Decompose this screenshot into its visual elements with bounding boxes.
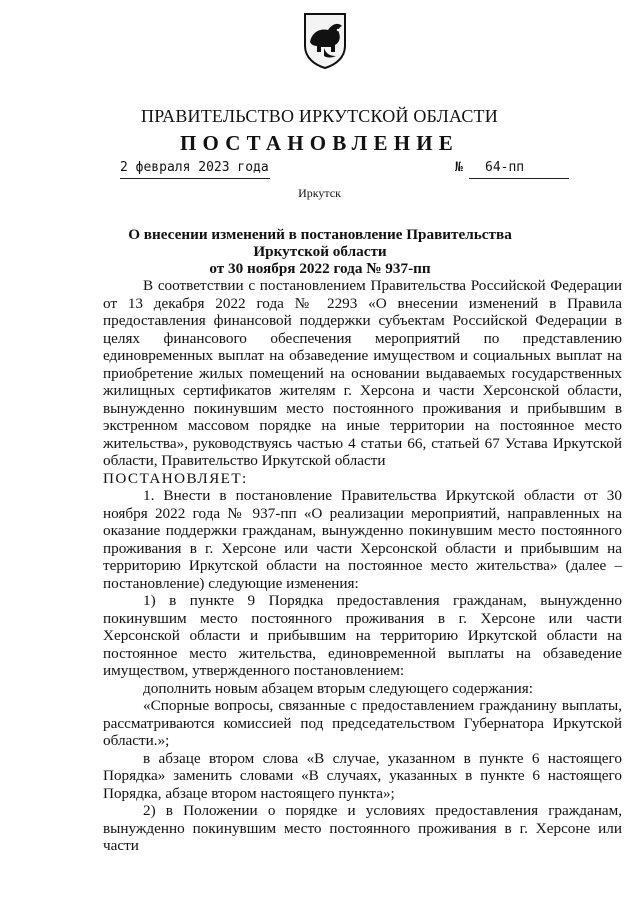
replacement-paragraph: в абзаце втором слова «В случае, указанном в пункте 6 настоящего Порядка» заменить словами «В случаях, указанных в пункте 6 настоящего Порядка, абзаце втором настоящего пункта»; (103, 749, 622, 802)
document-type: ПОСТАНОВЛЕНИЕ (179, 131, 460, 155)
document-title (100, 226, 540, 277)
amendment-instruction-paragraph: дополнить новым абзацем вторым следующего содержания: (143, 679, 533, 697)
subclause-1-paragraph: 1) в пункте 9 Порядка предоставления гражданам, вынужденно покинувшим место постоянного проживания в г. Херсоне или части Херсонской области и прибывшим на территорию Иркутской области на постоянное место жительства, единовременной выплаты на обзаведение имуществом, утвержденного постановлением: (103, 592, 622, 679)
document-title-line-1: О внесении изменений в постановление Правительства Иркутской области (128, 226, 512, 260)
quoted-text-paragraph: «Спорные вопросы, связанные с предоставлением гражданину выплаты, рассматриваются комиссией под председательством Губернатора Иркутской области.»; (103, 697, 622, 749)
government-name: ПРАВИТЕЛЬСТВО ИРКУТСКОЙ ОБЛАСТИ (141, 106, 498, 126)
subclause-2-paragraph: 2) в Положении о порядке и условиях предоставления гражданам, вынужденно покинувшим место постоянного проживания в г. Херсоне или части (103, 802, 622, 854)
city: Иркутск (298, 186, 341, 200)
document-number-field (455, 160, 565, 175)
resolves-heading: ПОСТАНОВЛЯЕТ: (103, 469, 248, 487)
number-underline (469, 178, 569, 179)
document-date-field (120, 160, 269, 175)
document-body (103, 277, 622, 855)
preamble-paragraph: В соответствии с постановлением Правительства Российской Федерации от 13 декабря 2022 года № 2293 «О внесении изменений в Правила предоставления финансовой поддержки субъектам Российской Федерации в целях финансового обеспечения мероприятий по представлению единовременных выплат на обзаведение имуществом и социальных выплат на приобретение жилых помещений на основании выдаваемых государственных жилищных сертификатов жителям г. Херсона и части Херсонской области, вынужденно покинувшим место постоянного проживания и прибывшим в экстренном массовом порядке на иные территории на постоянное место жительства», руководствуясь частью 4 статьи 66, статьей 67 Устава Иркутской области, Правительство Иркутской области (103, 277, 622, 469)
document-date: 2 февраля 2023 года (120, 160, 269, 175)
clause-1-paragraph: 1. Внести в постановление Правительства Иркутской области от 30 ноября 2022 года № 937-пп «О реализации мероприятий, направленных на оказание поддержки гражданам, вынужденно покинувшим место постоянного проживания в г. Херсоне или части Херсонской области и прибывшим на территорию Иркутской области на постоянное место жительства» (далее – постановление) следующие изменения: (103, 487, 622, 592)
document-number: 64-пп (485, 160, 525, 175)
document-title-line-2: от 30 ноября 2022 года № 937-пп (209, 260, 431, 277)
number-label: № (455, 160, 463, 175)
coat-of-arms-icon (302, 12, 348, 70)
date-underline (120, 178, 270, 179)
